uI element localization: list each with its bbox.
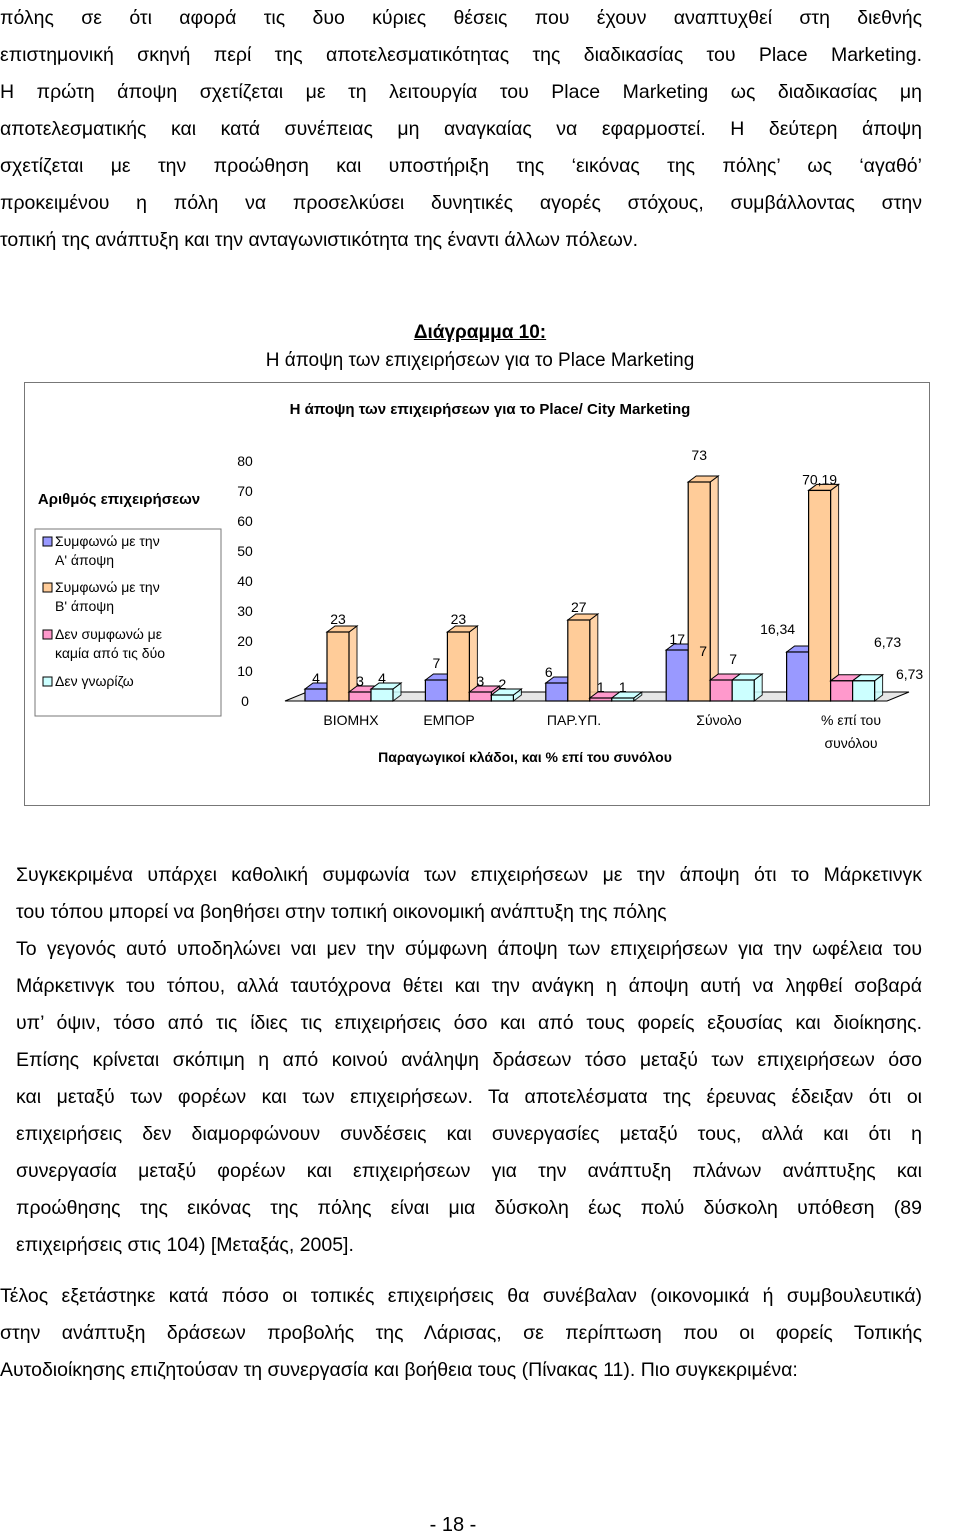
legend-swatch	[43, 583, 52, 592]
x-tick-label: % επί του	[820, 712, 882, 728]
x-tick-label: ΠΑΡ.ΥΠ.	[546, 712, 602, 728]
bar	[710, 680, 732, 701]
text-line: επιχειρήσεις δεν διαμορφώνουν συνδέσεις και συνεργασίες μεταξύ τους, αλλά και ότι η	[16, 1123, 922, 1145]
legend-swatch	[43, 630, 52, 639]
text-line: στην ανάπτυξη δράσεων προβολής της Λάρισας, σε περίπτωση που οι φορείς Τοπικής	[0, 1322, 922, 1344]
text-line: Επίσης κρίνεται σκόπιμη η από κοινού ανάληψη δράσεων τόσο μεταξύ των επιχειρήσεων όσο	[16, 1049, 922, 1071]
x-tick-label: ΕΜΠΟΡ	[423, 712, 475, 728]
bar	[831, 681, 853, 701]
text-line: Το γεγονός αυτό υποδηλώνει ναι μεν την σύμφωνη άποψη των επιχειρήσεων για την ωφέλεια του	[16, 938, 922, 960]
y-tick-label: 20	[237, 633, 253, 649]
y-tick-label: 40	[237, 573, 253, 589]
figure-caption: Η άποψη των επιχειρήσεων για το Place Marketing	[265, 350, 695, 371]
x-tick-label: συνόλου	[824, 735, 878, 751]
bar	[809, 490, 831, 701]
bar	[371, 689, 393, 701]
bar	[469, 692, 491, 701]
data-label: 4	[312, 670, 320, 686]
legend-label: Συμφωνώ με την	[55, 579, 160, 595]
conclusion-paragraph	[16, 857, 922, 1264]
text-line: Αυτοδιοίκησης επιζητούσαν τη συνεργασία και βοήθεια τους (Πίνακας 11). Πιο συγκεκριμένα:	[0, 1359, 798, 1381]
data-label: 6	[544, 664, 553, 680]
bar	[666, 650, 688, 701]
bar	[546, 683, 568, 701]
bar	[491, 695, 513, 701]
data-label: 4	[378, 670, 386, 686]
text-line: Τέλος εξετάστηκε κατά πόσο οι τοπικές επιχειρήσεις θα συνέβαλαν (οικονομικά ή συμβουλευτικά)	[0, 1285, 922, 1307]
chart-title: Η άποψη των επιχειρήσεων για το Place/ City Marketing	[289, 401, 691, 418]
data-label: 23	[330, 611, 346, 627]
data-label: 73	[691, 447, 707, 463]
page-number: - 18 -	[429, 1514, 477, 1536]
bar	[327, 632, 349, 701]
bar	[568, 620, 590, 701]
bar	[590, 698, 612, 701]
final-paragraph	[0, 1278, 922, 1389]
bar	[612, 698, 634, 701]
data-label: 3	[356, 673, 364, 689]
bar	[425, 680, 447, 701]
legend-label: Δεν συμφωνώ με	[55, 626, 162, 642]
y-tick-label: 50	[237, 543, 253, 559]
data-label: 1	[618, 679, 627, 695]
x-axis-label: Παραγωγικοί κλάδοι, και % επί του συνόλου	[378, 749, 672, 765]
text-line: του τόπου μπορεί να βοηθήσει στην τοπική οικονομική ανάπτυξη της πόλης	[16, 901, 667, 923]
legend-label: Α' άποψη	[55, 552, 115, 568]
text-line: συνεργασία μεταξύ φορέων και επιχειρήσεων για την ανάπτυξη πλάνων ανάπτυξης και	[16, 1160, 922, 1182]
data-label: 7	[432, 655, 441, 671]
text-line: Συγκεκριμένα υπάρχει καθολική συμφωνία των επιχειρήσεων με την άποψη ότι το Μάρκετινγκ	[16, 864, 922, 886]
data-label: 6,73	[895, 665, 924, 682]
data-label: 3	[476, 673, 485, 689]
y-tick-label: 30	[237, 603, 253, 619]
legend-label: Συμφωνώ με την	[55, 533, 160, 549]
data-label: 17	[669, 631, 685, 647]
text-line: σχετίζεται με την προώθηση και υποστήριξη της ‘εικόνας της πόλης’ ως ‘αγαθό’	[0, 155, 922, 177]
text-line: τοπική της ανάπτυξη και την ανταγωνιστικότητα της έναντι άλλων πόλεων.	[0, 229, 639, 251]
figure-label: Διάγραμμα 10:	[413, 322, 547, 343]
text-line: επιστημονική σκηνή περί της αποτελεσματικότητας της διαδικασίας του Place Marketing.	[0, 44, 922, 66]
data-label: 1	[596, 679, 605, 695]
data-label: 16,34	[760, 620, 796, 637]
data-label: 27	[571, 599, 587, 615]
y-tick-label: 70	[237, 483, 253, 499]
bar	[447, 632, 469, 701]
text-line: Μάρκετινγκ του τόπου, αλλά ταυτόχρονα θέτει και την ανάγκη η άποψη αυτή να ληφθεί σοβαρά	[16, 975, 922, 997]
y-tick-label: 60	[237, 513, 253, 529]
data-label: 6,73	[873, 633, 902, 650]
bar	[349, 692, 371, 701]
text-line: προώθησης της εικόνας της πόλης είναι μια δύσκολη έως πολύ δύσκολη υπόθεση (89	[16, 1197, 922, 1219]
legend-label: Β' άποψη	[55, 598, 115, 614]
text-line: Η πρώτη άποψη σχετίζεται με τη λειτουργία του Place Marketing ως διαδικασίας μη	[0, 81, 922, 103]
text-line: πόλης σε ότι αφορά τις δυο κύριες θέσεις που έχουν αναπτυχθεί στη διεθνής	[0, 7, 922, 29]
bar	[305, 689, 327, 701]
data-label: 23	[450, 611, 467, 627]
bar	[853, 681, 875, 701]
bar	[787, 652, 809, 701]
y-tick-label: 80	[237, 453, 253, 469]
intro-paragraph	[0, 0, 922, 259]
bar-side	[710, 476, 718, 701]
legend-label: Δεν γνωρίζω	[55, 673, 134, 689]
bar-side	[831, 484, 839, 701]
y-axis-label: Αριθμός επιχειρήσεων	[37, 491, 201, 508]
data-label: 70,19	[802, 471, 838, 488]
text-line: επιχειρήσεις στις 104) [Μεταξάς, 2005].	[16, 1234, 354, 1256]
bar	[732, 680, 754, 701]
text-line: υπ’ όψιν, τόσο από τις ίδιες τις επιχειρήσεις όσο και από τους φορείς εξουσίας και διοίκησης.	[16, 1012, 922, 1034]
bar	[688, 482, 710, 701]
legend-swatch	[43, 537, 52, 546]
text-line: και μεταξύ των φορέων και των επιχειρήσεων. Τα αποτελέσματα της έρευνας έδειξαν ότι οι	[16, 1086, 922, 1108]
data-label: 7	[699, 643, 708, 659]
x-tick-label: Σύνολο	[696, 712, 742, 728]
text-line: προκειμένου η πόλη να προσελκύσει δυνητικές αγορές στόχους, συμβάλλοντας στην	[0, 192, 922, 214]
chart-container	[24, 382, 930, 806]
bar-chart	[25, 383, 931, 807]
legend-label: καμία από τις δύο	[55, 645, 166, 661]
text-line: αποτελεσματικής και κατά συνέπειας μη αναγκαίας να εφαρμοστεί. Η δεύτερη άποψη	[0, 118, 922, 140]
data-label: 7	[729, 651, 738, 667]
legend-swatch	[43, 677, 52, 686]
y-tick-label: 10	[237, 663, 253, 679]
data-label: 2	[498, 676, 507, 692]
y-tick-label: 0	[241, 693, 249, 709]
x-tick-label: ΒΙΟΜΗΧ	[323, 712, 379, 728]
